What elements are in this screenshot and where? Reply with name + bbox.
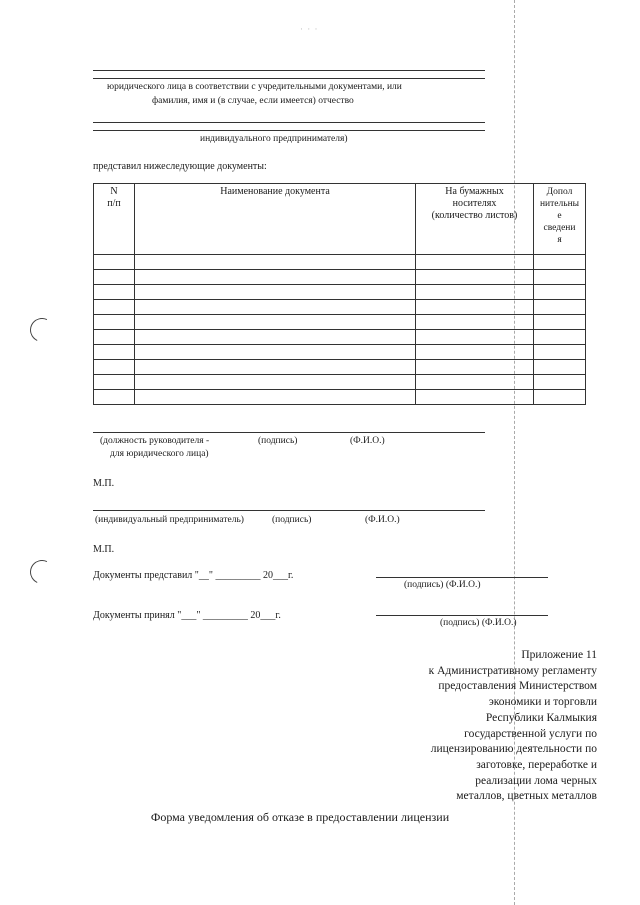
blank-line (93, 70, 485, 71)
header-additional-info: Допол нительны е сведени я (534, 184, 586, 255)
appendix-line: Приложение 11 (521, 649, 597, 661)
fio-caption: (Ф.И.О.) (350, 436, 385, 446)
signature-caption: (подпись) (272, 515, 312, 525)
header-number: N п/п (94, 184, 135, 255)
form-title: Форма уведомления об отказе в предоставлении лицензии (150, 810, 450, 824)
table-header-row (94, 184, 586, 255)
stamp-place: М.П. (93, 544, 115, 555)
signature-line (376, 615, 548, 616)
accepted-signature-caption: (подпись) (Ф.И.О.) (440, 618, 517, 628)
stamp-place: М.П. (93, 478, 115, 489)
position-caption-2: для юридического лица) (110, 449, 209, 459)
table-row (94, 300, 586, 315)
blank-line (93, 122, 485, 123)
blank-line (93, 130, 485, 131)
header-paper-sheets: На бумажных носителях (количество листов) (416, 184, 534, 255)
header-smudge: · · · (300, 24, 319, 34)
appendix-line: заготовке, переработке и (476, 758, 597, 771)
appendix-line: Республики Калмыкия (485, 711, 597, 724)
legal-entity-caption: юридического лица в соответствии с учредительными документами, или (107, 82, 402, 92)
signature-caption: (подпись) (258, 436, 298, 446)
fio-caption: (Ф.И.О.) (365, 515, 400, 525)
table-row (94, 375, 586, 390)
signature-line (376, 577, 548, 578)
ip-caption: индивидуального предпринимателя) (200, 134, 348, 144)
accepted-line: Документы принял "___" _________ 20___г. (93, 610, 281, 621)
signature-line (93, 432, 485, 433)
appendix-line: к Административному регламенту (428, 664, 597, 677)
position-caption: (должность руководителя - (100, 436, 210, 446)
table-row (94, 255, 586, 270)
documents-table (93, 183, 586, 405)
punch-hole-mark (27, 557, 58, 588)
blank-line (93, 78, 485, 79)
table-row (94, 390, 586, 405)
header-doc-name: Наименование документа (135, 184, 416, 255)
table-row (94, 360, 586, 375)
submitted-documents-text: представил нижеследующие документы: (93, 161, 267, 172)
fio-caption: фамилия, имя и (в случае, если имеется) отчество (152, 96, 354, 106)
appendix-line: предоставления Министерством (438, 680, 597, 693)
punch-hole-mark (27, 315, 58, 346)
appendix-line: реализации лома черных (475, 774, 597, 787)
appendix-line: экономики и торговли (488, 696, 597, 709)
table-row (94, 315, 586, 330)
appendix-line: лицензированию деятельности по (430, 743, 597, 756)
table-row (94, 270, 586, 285)
appendix-line: металлов, цветных металлов (456, 790, 597, 803)
table-row (94, 345, 586, 360)
submitted-signature-caption: (подпись) (Ф.И.О.) (404, 580, 481, 590)
appendix-line: государственной услуги по (464, 727, 597, 740)
signature-line (93, 510, 485, 511)
submitted-line: Документы представил "__" _________ 20___г. (93, 570, 294, 581)
table-row (94, 285, 586, 300)
entrepreneur-caption: (индивидуальный предприниматель) (95, 515, 244, 525)
table-row (94, 330, 586, 345)
appendix-block (400, 648, 597, 805)
